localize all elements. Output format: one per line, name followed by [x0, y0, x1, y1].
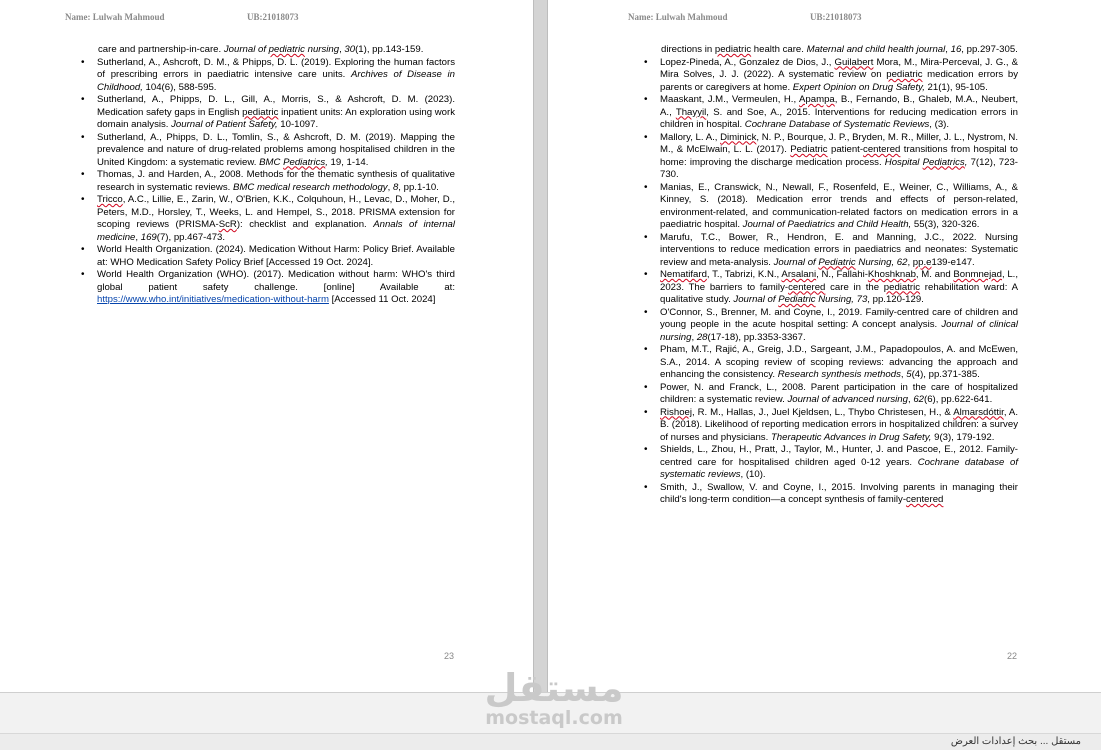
status-text: مستقل ... بحث إعدادات العرض [950, 736, 1081, 747]
reference-text: , A. B. (2018). Likelihood of reporting medication errors in hospitalized children: a survey of nurses and physicians. [660, 406, 1018, 443]
reference-text: Pediatrics [283, 156, 326, 168]
reference-text: , pp.120-129. [867, 294, 924, 305]
reference-text: Journal of Paediatrics and Child Health, [742, 219, 912, 230]
reference-text: Manias, E., Cranswick, N., Newall, F., Rosenfeld, E., Weiner, C., Williams, A., & Kinney, S. (2018). Medication error trends and effects of person-related, environment-related, and communication-related factors on medication errors in a paediatric hospital. [660, 181, 1018, 230]
reference-item [660, 182, 1018, 232]
reference-item [660, 407, 1018, 445]
reference-text: Almarsdóttir [953, 406, 1004, 418]
page-gap [533, 0, 548, 692]
page-number: 23 [444, 651, 455, 661]
reference-text: Expert Opinion on Drug Safety, [792, 81, 925, 93]
reference-text: Pediatrics [922, 156, 965, 168]
reference-item [97, 94, 455, 132]
reference-text: , [325, 156, 328, 168]
reference-item [97, 269, 455, 307]
page-number: 22 [1007, 651, 1018, 661]
reference-text: , [387, 181, 393, 193]
reference-text: nursing [304, 44, 340, 55]
reference-text: , N. P., Bourque, J. P., Bryden, M. R., Miller, J. L., Nystrom, N. M., & McElwain, L. L. (2017). [660, 131, 1018, 155]
reference-text: , [135, 231, 141, 243]
reference-text: pediatric [242, 106, 279, 118]
reference-text: , B., Fernando, B., Ghaleb, M.A., Neubert, A., [660, 94, 1018, 118]
reference-text: 62 [913, 394, 924, 405]
reference-text: Bonmnejad [953, 269, 1002, 280]
reference-text: centered [788, 281, 826, 293]
reference-text: , N., Fallahi- [816, 269, 868, 280]
reference-text: Rishoej [660, 406, 692, 418]
reference-text: centered [906, 494, 944, 505]
reference-item [660, 232, 1018, 270]
reference-text: 8 [392, 181, 399, 193]
reference-text: , [907, 394, 914, 405]
reference-text: 9(3), 179-192. [931, 431, 995, 443]
reference-text: medication errors by parents or caregivers at home. [660, 69, 1018, 93]
reference-text: Pham, M.T., Rajić, A., Greig, J.D., Sargeant, J.M., Papadopoulos, A. and McEwen, S.A., 2014. A scoping review of scoping reviews: advancing the approach and enhancing the consistency. [660, 344, 1018, 380]
reference-text: rehabilitation ward: A qualitative study. [660, 281, 1018, 305]
reference-text: Mallory, L. A., [660, 131, 721, 143]
reference-text: , pp.1-10. [398, 181, 439, 193]
reference-text: , A.C., Lillie, E., Zarin, W., O'Brien, K.K., Colquhoun, H., Levac, D., Moher, D., Peters, M.D., Horsley, T., Weeks, L. and Hempel, S., 2018. PRISMA extension for scoping reviews (PRISMA- [97, 194, 455, 230]
reference-text: , [900, 369, 907, 380]
header-ub: UB:21018073 [247, 12, 299, 22]
reference-text: pediatric [883, 281, 921, 293]
reference-text: 21(1), 95-105. [924, 81, 988, 93]
reference-item [97, 132, 455, 170]
reference-link[interactable]: https://www.who.int/initiatives/medication-without-harm [97, 294, 329, 305]
reference-text: 169 [140, 231, 157, 243]
header-name: Name: Lulwah Mahmoud [65, 12, 165, 22]
watermark [484, 668, 624, 728]
watermark-logo-latin: mostaql.com [485, 707, 623, 729]
continued-reference [97, 44, 455, 57]
reference-items [97, 57, 455, 307]
reference-text: Journal of [733, 294, 779, 305]
reference-text: , M. and [915, 269, 954, 280]
reference-items [660, 57, 1018, 507]
reference-text: centered [863, 144, 901, 155]
reference-text: , (10). [740, 469, 766, 480]
reference-text: BMC medical research methodology [232, 181, 388, 193]
reference-text: 55(3), 320-326. [911, 219, 980, 230]
reference-text: Cochrane Database of Systematic Reviews [744, 119, 930, 130]
reference-text: (17-18), pp.3353-3367. [707, 331, 806, 343]
watermark-logo-arabic: مستقل [484, 666, 624, 710]
reference-text: Diminick [720, 131, 757, 143]
reference-item [660, 482, 1018, 507]
reference-text: Cochrane database of systematic reviews [660, 456, 1019, 480]
reference-text: Khoshknab [867, 269, 916, 280]
reference-text: Tricco [97, 194, 123, 205]
reference-text: (7), pp.467-473. [156, 231, 226, 243]
reference-text: Lopez-Pineda, A., Gonzalez de Dios, J., [660, 56, 835, 68]
reference-text: , S. and Soe, A., 2015. Interventions for reducing medication errors in children in hospital. [660, 106, 1018, 130]
status-bar [0, 733, 1101, 750]
reference-item [660, 307, 1018, 345]
reference-item [660, 382, 1018, 407]
reference-text: , T., Tabrizi, K.N., [706, 269, 782, 280]
reference-text: Maaskant, J.M., Vermeulen, H., [660, 94, 800, 105]
reference-text: Sutherland, A., Phipps, D. L., Tomlin, S., & Ashcroft, D. M. (2019). Mapping the prevalence and nature of drug-related problems among hospitalised children in the United Kingdom: a systematic review. [97, 131, 455, 168]
reference-text: Pediatric [790, 144, 828, 155]
reference-text: Mora, M., Mira-Perceval, J. G., & Mira Solves, J. J. (2022). A systematic review on [660, 56, 1018, 80]
reference-text: BMC [259, 156, 284, 168]
reference-text: care in the [825, 281, 884, 293]
reference-text: Annals of internal medicine [97, 219, 455, 243]
reference-list-right [660, 44, 1018, 507]
reference-text: ): checklist and explanation. [236, 219, 374, 230]
reference-text: Smith, J., Swallow, V. and Coyne, I., 2015. Involving parents in managing their child's long-term condition—a concept synthesis of family- [660, 481, 1018, 505]
reference-text: Thomas, J. and Harden, A., 2008. Methods for the thematic synthesis of qualitative research in systematic reviews. [97, 169, 455, 193]
reference-text: 139-e147. [931, 256, 975, 268]
reference-text: O'Connor, S., Brenner, M. and Coyne, I., 2019. Family-centred care of children and young people in the acute hospital setting: A concept analysis. [660, 306, 1018, 330]
reference-text: Shields, L., Zhou, H., Pratt, J., Taylor, M., Hunter, J. and Pascoe, E., 2012. Family-centred care for hospitalised children aged 0-12 years. [660, 444, 1018, 468]
reference-text: Journal of [773, 256, 819, 268]
reference-text: Marufu, T.C., Bower, R., Hendron, E. and Manning, J.C., 2022. Nursing interventions to reduce medication errors in paediatrics and neonates: Systematic review and meta-analysis. [660, 231, 1018, 268]
reference-text: inpatient units: An exploration using work domain analysis. [97, 106, 455, 130]
reference-text: Sutherland, A., Ashcroft, D. M., & Phipps, D. L. (2019). Exploring the human factors of prescribing errors in paediatric intensive care units. [97, 56, 455, 80]
reference-text: , [907, 256, 913, 268]
reference-item [97, 244, 455, 269]
reference-text: 10-1097. [277, 119, 319, 130]
reference-item [660, 269, 1018, 307]
reference-text: Guilabert [834, 56, 874, 68]
reference-text: health care. [751, 44, 807, 55]
reference-item [660, 444, 1018, 482]
reference-text: 104(6), 588-595. [142, 81, 217, 93]
reference-text: directions in [661, 44, 715, 55]
reference-text: , [964, 156, 968, 168]
reference-text: Nursing, 73 [815, 294, 868, 305]
reference-item [660, 344, 1018, 382]
reference-text: 30 [344, 44, 356, 55]
reference-text: Sutherland, A., Phipps, D. L., Gill, A., Morris, S., & Ashcroft, D. M. (2023). Medication safety gaps in English [97, 94, 455, 118]
reference-text: Pediatric [818, 256, 856, 268]
reference-text: pp.e [912, 256, 932, 268]
reference-text: Maternal and child health journal [806, 44, 946, 55]
reference-text: patient- [827, 144, 864, 155]
reference-list-left [97, 44, 455, 307]
reference-text: [Accessed 11 Oct. 2024] [328, 294, 436, 305]
reference-text: Nursing, 62 [855, 256, 908, 268]
reference-text: (4), pp.371-385. [911, 369, 980, 380]
reference-text: Hospital [884, 156, 923, 168]
reference-text: Therapeutic Advances in Drug Safety, [770, 431, 932, 443]
reference-item [97, 57, 455, 95]
reference-text: ScR [218, 219, 237, 230]
header-ub: UB:21018073 [810, 12, 862, 22]
reference-text: Journal of clinical nursing [660, 319, 1018, 343]
reference-text: , pp.297-305. [961, 44, 1018, 55]
reference-text: World Health Organization. (2024). Medication Without Harm: Policy Brief. Available at: WHO Medication Safety Policy Brief [Accessed 19 Oct. 2024]. [97, 244, 455, 268]
reference-item [97, 169, 455, 194]
reference-text: 28 [696, 331, 708, 343]
reference-text: Power, N. and Franck, L., 2008. Parent participation in the care of hospitalized children: a systematic review. [660, 381, 1018, 405]
reference-text: , [945, 44, 951, 55]
reference-text: Nematifard [660, 269, 707, 280]
reference-text: Journal of advanced nursing [787, 394, 908, 405]
header-name: Name: Lulwah Mahmoud [628, 12, 728, 22]
reference-text: transitions from hospital to home: improving the discharge medication process. [660, 144, 1018, 168]
reference-text: (1), pp.143-159. [355, 44, 424, 55]
reference-text: Research synthesis methods [777, 369, 901, 380]
reference-text: 5 [906, 369, 912, 380]
reference-text: 16 [950, 44, 962, 55]
reference-item [97, 194, 455, 244]
reference-text: pediatric [268, 44, 305, 55]
reference-item [660, 94, 1018, 132]
reference-text: Archives of Disease in Childhood, [97, 69, 455, 93]
reference-item [660, 132, 1018, 182]
reference-text: , L., 2023. The barriers to family- [660, 269, 1019, 293]
reference-text: Apampa [799, 94, 835, 105]
reference-text: Journal of Patient Safety, [171, 119, 278, 130]
reference-text: Pediatric [778, 294, 816, 305]
reference-text: , R. M., Hallas, J., Juel Kjeldsen, L., Thybo Christesen, H., & [692, 406, 954, 418]
reference-text: pediatric [714, 44, 752, 55]
reference-text: Journal of [223, 44, 269, 55]
reference-text: Thayyil [675, 106, 707, 118]
reference-text: , [339, 44, 345, 55]
reference-text: 19, 1-14. [327, 156, 369, 168]
reference-text: World Health Organization (WHO). (2017). Medication without harm: WHO's third global patient safety challenge. [online] Available at: [97, 269, 455, 293]
reference-text: 7(12), 723-730. [660, 156, 1018, 180]
reference-text: , [691, 331, 697, 343]
reference-item [660, 57, 1018, 95]
reference-text: (6), pp.622-641. [924, 394, 993, 405]
reference-text: care and partnership-in-care. [98, 44, 224, 55]
continued-reference [660, 44, 1018, 57]
reference-text: , (3). [929, 119, 950, 130]
reference-text: pediatric [886, 69, 923, 80]
reference-text: Arsalani [781, 269, 817, 280]
